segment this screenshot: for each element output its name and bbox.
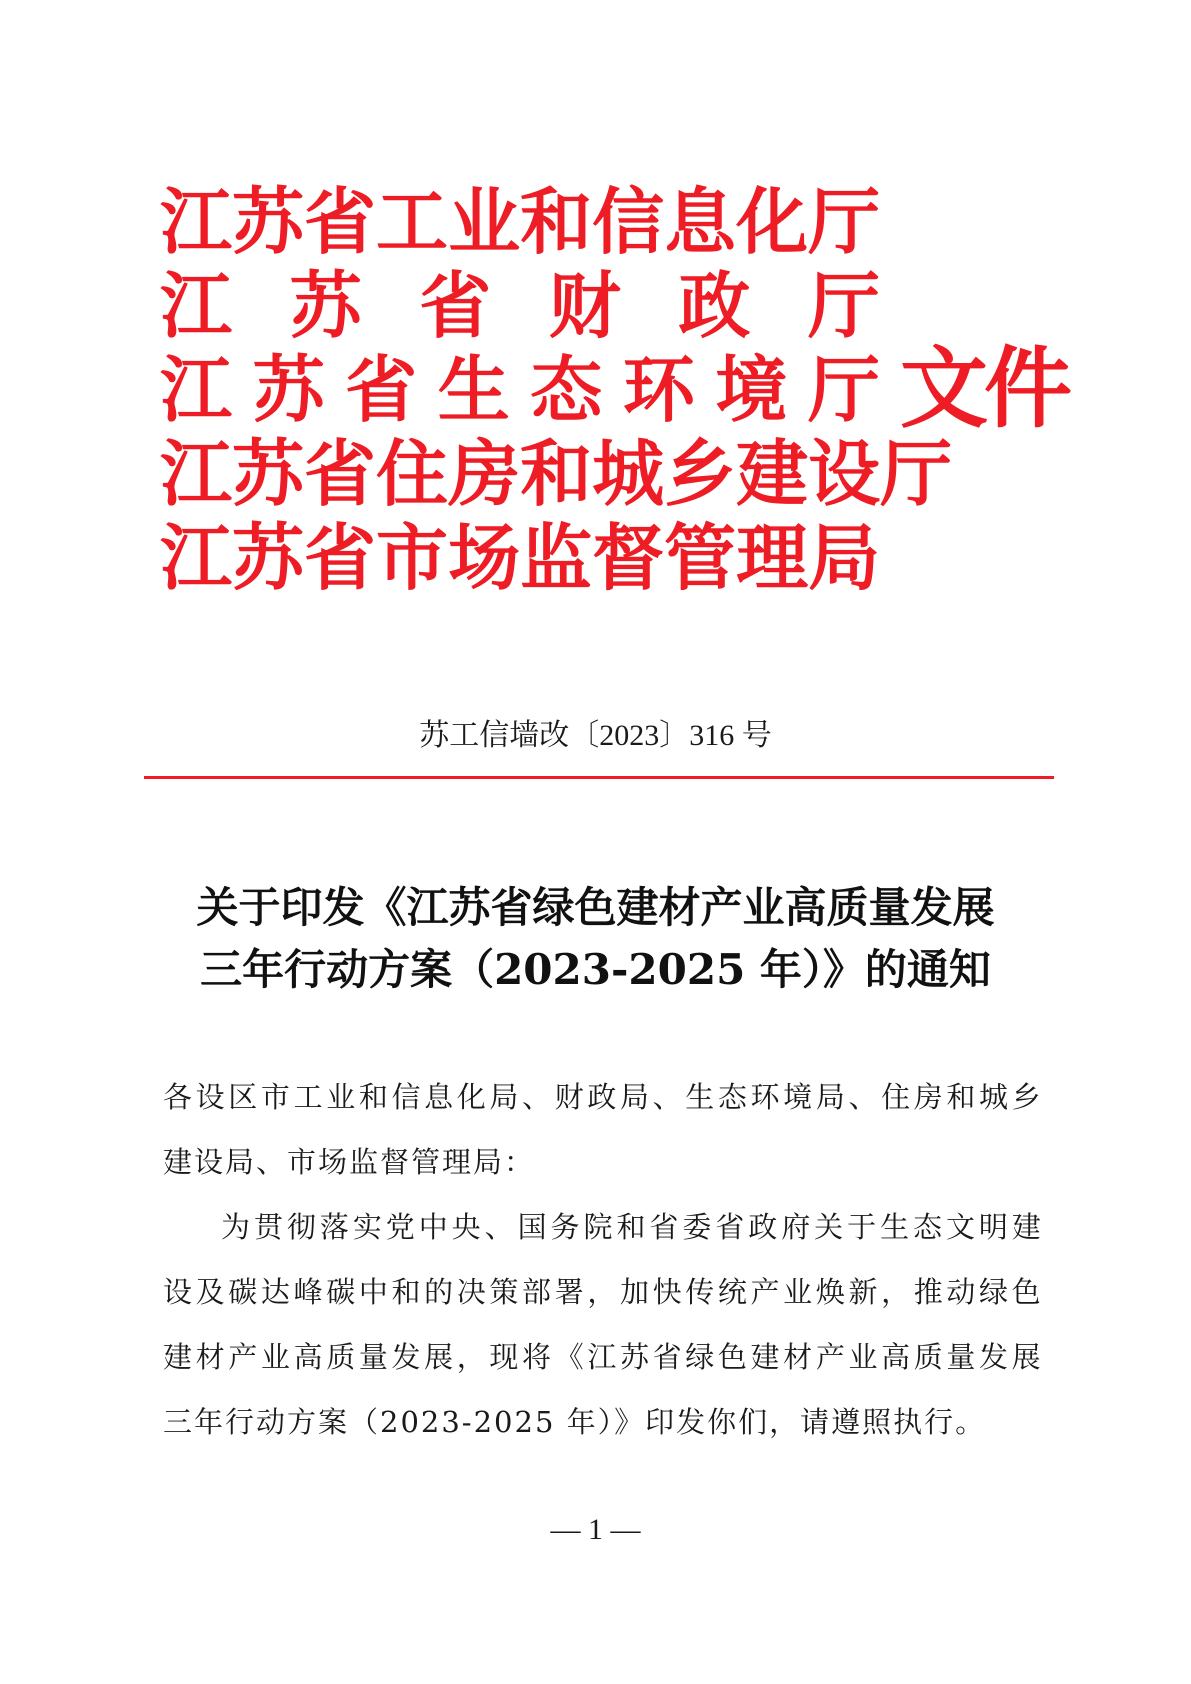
glyph: 厅 (807, 347, 880, 432)
glyph: 厅 (880, 431, 953, 516)
glyph: 江 (160, 263, 233, 348)
glyph: 和 (358, 1080, 388, 1114)
document-type-label: 文件 (900, 336, 1069, 440)
body-text (163, 1065, 1041, 1455)
glyph: 苏 (232, 179, 305, 264)
glyph: 建 (1011, 1210, 1041, 1244)
glyph: 国 (517, 1210, 547, 1244)
glyph: 统 (717, 1275, 747, 1309)
glyph: 党 (385, 1210, 415, 1244)
glyph: 厅 (807, 263, 880, 348)
body-line: 三年行动方案（2023-2025 年）》印发你们，请遵照执行。 (163, 1405, 987, 1439)
glyph: 快 (652, 1275, 682, 1309)
glyph: 态 (717, 1080, 747, 1114)
glyph: 建 (736, 431, 809, 516)
glyph: 建 (163, 1340, 193, 1374)
glyph: 江 (587, 1340, 617, 1374)
issuer-name (160, 348, 880, 432)
glyph: 、 (652, 1080, 682, 1114)
glyph: 贯 (253, 1210, 283, 1244)
glyph: 府 (781, 1210, 811, 1244)
glyph: 和 (520, 179, 593, 264)
glyph: 高 (881, 1340, 911, 1374)
glyph: 建 (750, 1340, 780, 1374)
glyph: 部 (522, 1275, 552, 1309)
glyph: 省 (715, 1210, 745, 1244)
glyph: 市 (260, 1080, 290, 1114)
glyph: 高 (293, 1340, 323, 1374)
body-line: 建设局、市场监督管理局： (163, 1145, 536, 1179)
glyph: 于 (847, 1210, 877, 1244)
glyph: 息 (424, 1080, 454, 1114)
glyph: 碳 (228, 1275, 258, 1309)
glyph: 的 (424, 1275, 454, 1309)
glyph: 《 (554, 1340, 584, 1374)
glyph: 局 (815, 1080, 845, 1114)
glyph: 场 (448, 515, 521, 600)
glyph: 业 (448, 179, 521, 264)
glyph: 苏 (252, 347, 325, 432)
glyph: 市 (376, 515, 449, 600)
glyph: 务 (550, 1210, 580, 1244)
glyph: 政 (748, 1210, 778, 1244)
glyph: 、 (848, 1080, 878, 1114)
glyph: 、 (522, 1080, 552, 1114)
glyph: 乡 (664, 431, 737, 516)
glyph: 落 (319, 1210, 349, 1244)
glyph: 局 (808, 515, 881, 600)
body-line (163, 1260, 1041, 1325)
glyph: 政 (678, 263, 751, 348)
issuer-name (160, 431, 953, 516)
glyph: 及 (195, 1275, 225, 1309)
glyph: 省 (652, 1340, 682, 1374)
glyph: 推 (913, 1275, 943, 1309)
glyph: 和 (616, 1210, 646, 1244)
glyph: 理 (736, 515, 809, 600)
glyph: 策 (489, 1275, 519, 1309)
glyph: 发 (979, 1340, 1009, 1374)
glyph: 财 (548, 263, 621, 348)
glyph: 乡 (1011, 1080, 1041, 1114)
glyph: 化 (736, 179, 809, 264)
glyph: 彻 (286, 1210, 316, 1244)
glyph: 信 (592, 179, 665, 264)
glyph: 、 (484, 1210, 514, 1244)
glyph: 新 (848, 1275, 878, 1309)
glyph: 苏 (232, 515, 305, 600)
glyph: 关 (814, 1210, 844, 1244)
glyph: 苏 (232, 431, 305, 516)
glyph: 省 (304, 515, 377, 600)
glyph: 产 (815, 1340, 845, 1374)
glyph: 息 (664, 179, 737, 264)
glyph: 信 (391, 1080, 421, 1114)
glyph: 住 (376, 431, 449, 516)
glyph: 绿 (685, 1340, 715, 1374)
red-divider (144, 776, 1054, 779)
glyph: 院 (583, 1210, 613, 1244)
glyph: 质 (326, 1340, 356, 1374)
glyph: 生 (437, 347, 510, 432)
glyph: 生 (880, 1210, 910, 1244)
glyph: ， (587, 1275, 617, 1309)
glyph: 现 (489, 1340, 519, 1374)
body-line (163, 1195, 1041, 1260)
issuer-name (160, 264, 880, 348)
glyph: 文 (945, 1210, 975, 1244)
glyph: 城 (592, 431, 665, 516)
glyph: 区 (228, 1080, 258, 1114)
glyph: 省 (419, 263, 492, 348)
title-line: 关于印发《江苏省绿色建材产业高质量发展 (196, 883, 995, 932)
glyph: 为 (163, 1210, 251, 1244)
glyph: 态 (913, 1210, 943, 1244)
glyph: 展 (1011, 1340, 1041, 1374)
glyph: 局 (619, 1080, 649, 1114)
glyph: 将 (522, 1340, 552, 1374)
glyph: 决 (456, 1275, 486, 1309)
glyph: 署 (554, 1275, 584, 1309)
notice-title (0, 877, 1191, 1001)
glyph: 业 (326, 1080, 356, 1114)
glyph: 峰 (293, 1275, 323, 1309)
glyph: 央 (451, 1210, 481, 1244)
glyph: 工 (293, 1080, 323, 1114)
glyph: 化 (456, 1080, 486, 1114)
glyph: 材 (195, 1340, 225, 1374)
glyph: 碳 (326, 1275, 356, 1309)
glyph: 江 (160, 347, 233, 432)
glyph: 和 (946, 1080, 976, 1114)
title-line: 三年行动方案（2023-2025 年）》的通知 (200, 945, 991, 994)
glyph: 江 (160, 515, 233, 600)
glyph: 督 (592, 515, 665, 600)
glyph: 各 (163, 1080, 193, 1114)
glyph: 环 (622, 347, 695, 432)
glyph: 展 (424, 1340, 454, 1374)
glyph: 省 (304, 179, 377, 264)
glyph: 达 (260, 1275, 290, 1309)
glyph: 生 (685, 1080, 715, 1114)
glyph: 苏 (289, 263, 362, 348)
glyph: 中 (358, 1275, 388, 1309)
glyph: 局 (489, 1080, 519, 1114)
glyph: 省 (304, 431, 377, 516)
glyph: ， (881, 1275, 911, 1309)
glyph: 实 (352, 1210, 382, 1244)
glyph: 住 (881, 1080, 911, 1114)
glyph: 产 (750, 1275, 780, 1309)
glyph: 设 (808, 431, 881, 516)
page-number: — 1 — (550, 1513, 641, 1546)
glyph: 苏 (619, 1340, 649, 1374)
glyph: 加 (619, 1275, 649, 1309)
glyph: 明 (978, 1210, 1008, 1244)
issuer-name (160, 516, 880, 600)
glyph: 业 (260, 1340, 290, 1374)
glyph: 环 (750, 1080, 780, 1114)
document-number: 苏工信墙改〔2023〕316 号 (419, 719, 772, 752)
glyph: 材 (783, 1340, 813, 1374)
glyph: 质 (913, 1340, 943, 1374)
glyph: 委 (682, 1210, 712, 1244)
glyph: 业 (848, 1340, 878, 1374)
glyph: 色 (1011, 1275, 1041, 1309)
body-line (163, 1065, 1041, 1130)
glyph: 房 (448, 431, 521, 516)
glyph: 和 (391, 1275, 421, 1309)
glyph: 和 (520, 431, 593, 516)
glyph: 量 (946, 1340, 976, 1374)
glyph: 动 (946, 1275, 976, 1309)
glyph: 省 (649, 1210, 679, 1244)
glyph: 政 (587, 1080, 617, 1114)
glyph: 传 (685, 1275, 715, 1309)
glyph: 境 (715, 347, 788, 432)
glyph: 江 (160, 431, 233, 516)
glyph: 江 (160, 179, 233, 264)
glyph: 厅 (808, 179, 881, 264)
glyph: 财 (554, 1080, 584, 1114)
glyph: 绿 (979, 1275, 1009, 1309)
glyph: 管 (664, 515, 737, 600)
glyph: 中 (418, 1210, 448, 1244)
glyph: 量 (358, 1340, 388, 1374)
glyph: 城 (979, 1080, 1009, 1114)
issuer-name (160, 180, 880, 264)
glyph: 态 (530, 347, 603, 432)
body-line (163, 1325, 1041, 1390)
glyph: 工 (376, 179, 449, 264)
glyph: 省 (345, 347, 418, 432)
glyph: 业 (783, 1275, 813, 1309)
glyph: ， (456, 1340, 486, 1374)
glyph: 产 (228, 1340, 258, 1374)
glyph: 设 (195, 1080, 225, 1114)
glyph: 监 (520, 515, 593, 600)
glyph: 境 (783, 1080, 813, 1114)
glyph: 设 (163, 1275, 193, 1309)
glyph: 发 (391, 1340, 421, 1374)
glyph: 房 (913, 1080, 943, 1114)
issuer-block (160, 179, 953, 600)
glyph: 色 (717, 1340, 747, 1374)
glyph: 焕 (815, 1275, 845, 1309)
